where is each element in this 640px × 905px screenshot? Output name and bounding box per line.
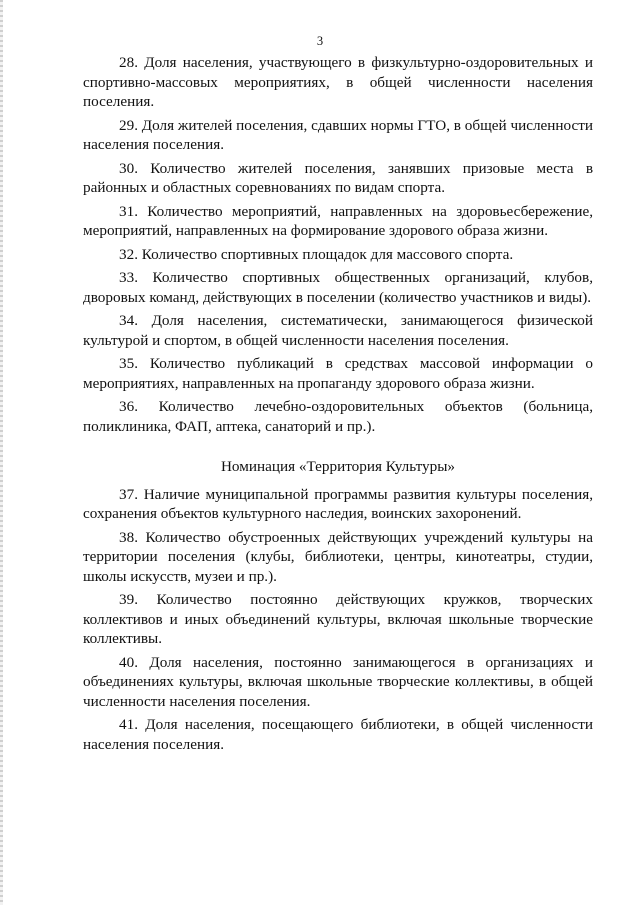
- sport-items-list: [83, 53, 593, 436]
- item-number: 40.: [119, 653, 138, 671]
- section-title: Номинация «Территория Культуры»: [220, 458, 456, 475]
- list-item: [83, 590, 593, 649]
- list-item: [83, 485, 593, 524]
- list-item: [83, 202, 593, 241]
- list-item: [83, 311, 593, 350]
- list-item: [83, 715, 593, 754]
- document-body: [83, 53, 593, 758]
- item-number: 36.: [119, 398, 138, 415]
- item-number: 33.: [119, 269, 138, 286]
- item-number: 41.: [119, 716, 138, 733]
- item-number: 31.: [119, 202, 138, 220]
- item-text: Количество спортивных площадок для массового спорта.: [141, 245, 514, 263]
- item-number: 30.: [119, 159, 138, 177]
- item-text: Количество жителей поселения, занявших призовые места в районных и областных соревнованиях по видам спорта.: [83, 159, 593, 196]
- item-text: Наличие муниципальной программы развития культуры поселения, сохранения объектов культурного наследия, воинских захоронений.: [83, 485, 593, 522]
- item-text: Количество спортивных общественных организаций, клубов, дворовых команд, действующих в поселении (количество участников и виды).: [83, 269, 593, 306]
- item-number: 32.: [119, 245, 138, 263]
- list-item: [83, 397, 593, 436]
- item-text: Доля населения, посещающего библиотеки, в общей численности населения поселения.: [83, 716, 594, 753]
- item-number: 29.: [119, 116, 138, 134]
- item-number: 34.: [119, 312, 138, 329]
- item-text: Количество мероприятий, направленных на здоровьесбережение, мероприятий, направленных на формирование здорового образа жизни.: [83, 202, 594, 239]
- list-item: [83, 159, 593, 198]
- list-item: [83, 245, 593, 265]
- list-item: [83, 268, 593, 307]
- item-text: Количество публикаций в средствах массовой информации о мероприятиях, направленных на пропаганду здорового образа жизни.: [83, 355, 594, 392]
- list-item: [83, 528, 593, 587]
- list-item: [83, 653, 593, 712]
- item-text: Доля жителей поселения, сдавших нормы ГТО, в общей численности населения поселения.: [83, 116, 594, 153]
- list-item: [83, 116, 593, 155]
- culture-items-list: [83, 485, 593, 755]
- item-text: Доля населения, систематически, занимающегося физической культурой и спортом, в общей численности населения поселения.: [83, 312, 593, 349]
- item-number: 35.: [119, 355, 138, 372]
- item-text: Количество лечебно-оздоровительных объектов (больница, поликлиника, ФАП, аптека, санаторий и пр.).: [83, 398, 594, 435]
- list-item: [83, 53, 593, 112]
- item-number: 39.: [119, 591, 138, 608]
- scan-edge: [0, 0, 3, 905]
- page-number: 3: [316, 34, 324, 48]
- item-number: 28.: [119, 54, 138, 71]
- item-text: Доля населения, участвующего в физкультурно-оздоровительных и спортивно-массовых мероприятиях, в общей численности населения поселения.: [83, 54, 594, 110]
- item-text: Количество обустроенных действующих учреждений культуры на территории поселения (клубы, библиотеки, центры, кинотеатры, студии, школы искусств, музеи и пр.).: [83, 528, 593, 585]
- item-text: Количество постоянно действующих кружков, творческих коллективов и иных объединений культуры, включая школьные творческие коллективы.: [83, 591, 594, 647]
- item-number: 38.: [119, 528, 138, 546]
- list-item: [83, 354, 593, 393]
- item-number: 37.: [119, 485, 138, 503]
- item-text: Доля населения, постоянно занимающегося в организациях и объединениях культуры, включая школьные творческие коллективы, в общей численности населения поселения.: [83, 653, 593, 710]
